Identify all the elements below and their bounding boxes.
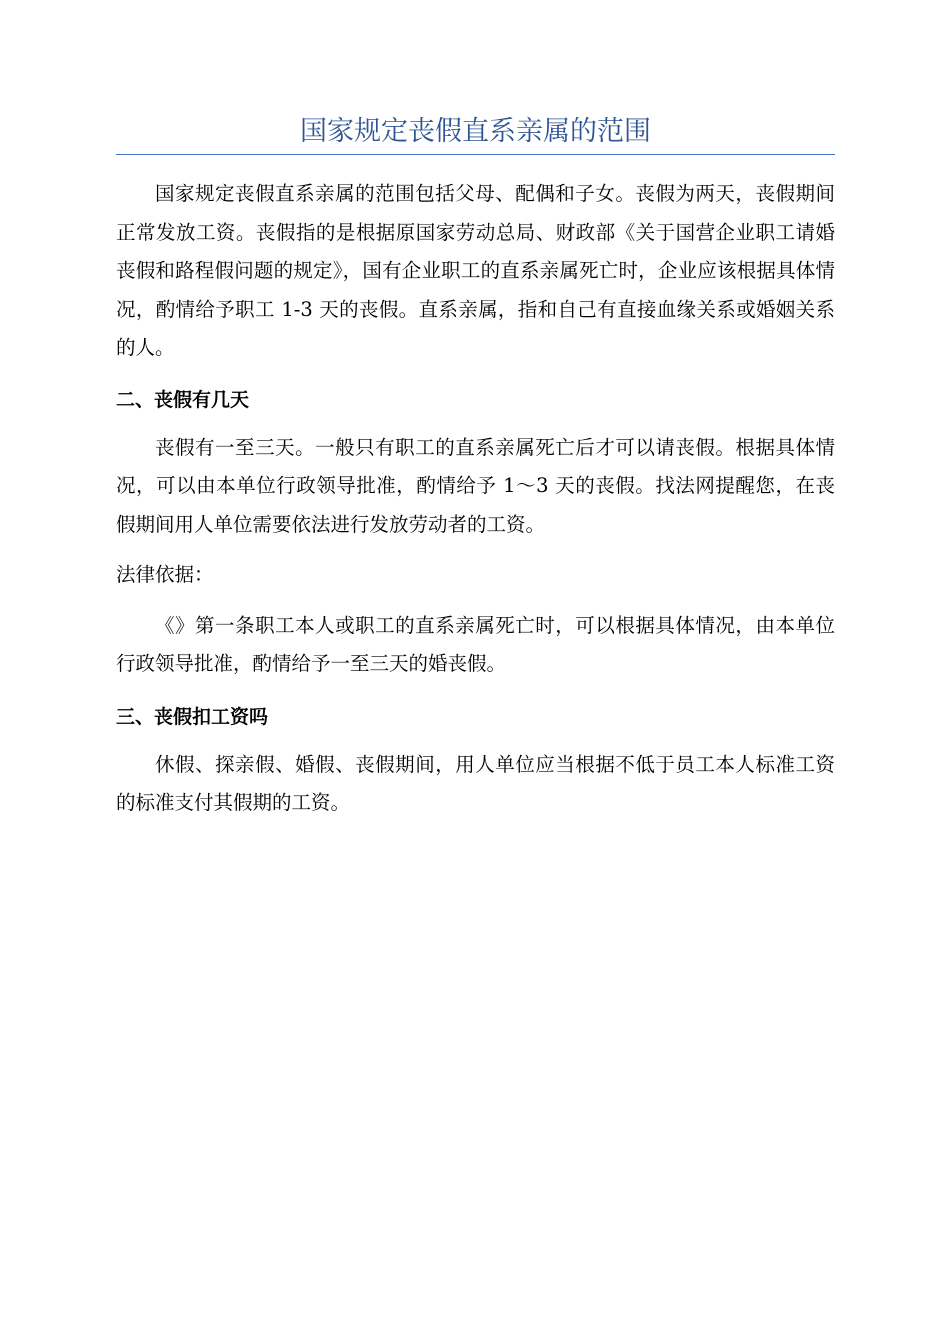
document-title: 国家规定丧假直系亲属的范围 [116,112,835,155]
section-days-paragraph: 丧假有一至三天。一般只有职工的直系亲属死亡后才可以请丧假。根据具体情况，可以由本单位行政领导批准，酌情给予 1～3 天的丧假。找法网提醒您，在丧假期间用人单位需要依法进行发放劳动者的工资。 [116,435,835,536]
document-page [116,112,835,823]
section-heading-wages: 三、丧假扣工资吗 [116,705,269,728]
legal-basis-paragraph: 《》第一条职工本人或职工的直系亲属死亡时，可以根据具体情况，由本单位行政领导批准，酌情给予一至三天的婚丧假。 [116,613,835,675]
intro-paragraph: 国家规定丧假直系亲属的范围包括父母、配偶和子女。丧假为两天，丧假期间正常发放工资。丧假指的是根据原国家劳动总局、财政部《关于国营企业职工请婚丧假和路程假问题的规定》，国有企业职工的直系亲属死亡时，企业应该根据具体情况，酌情给予职工 1-3 天的丧假。直系亲属，指和自己有直接血缘关系或婚姻关系的人。 [116,182,835,359]
section-wages-paragraph: 休假、探亲假、婚假、丧假期间，用人单位应当根据不低于员工本人标准工资的标准支付其假期的工资。 [116,752,835,814]
legal-basis-label: 法律依据： [116,563,214,586]
section-heading-days: 二、丧假有几天 [116,388,250,411]
